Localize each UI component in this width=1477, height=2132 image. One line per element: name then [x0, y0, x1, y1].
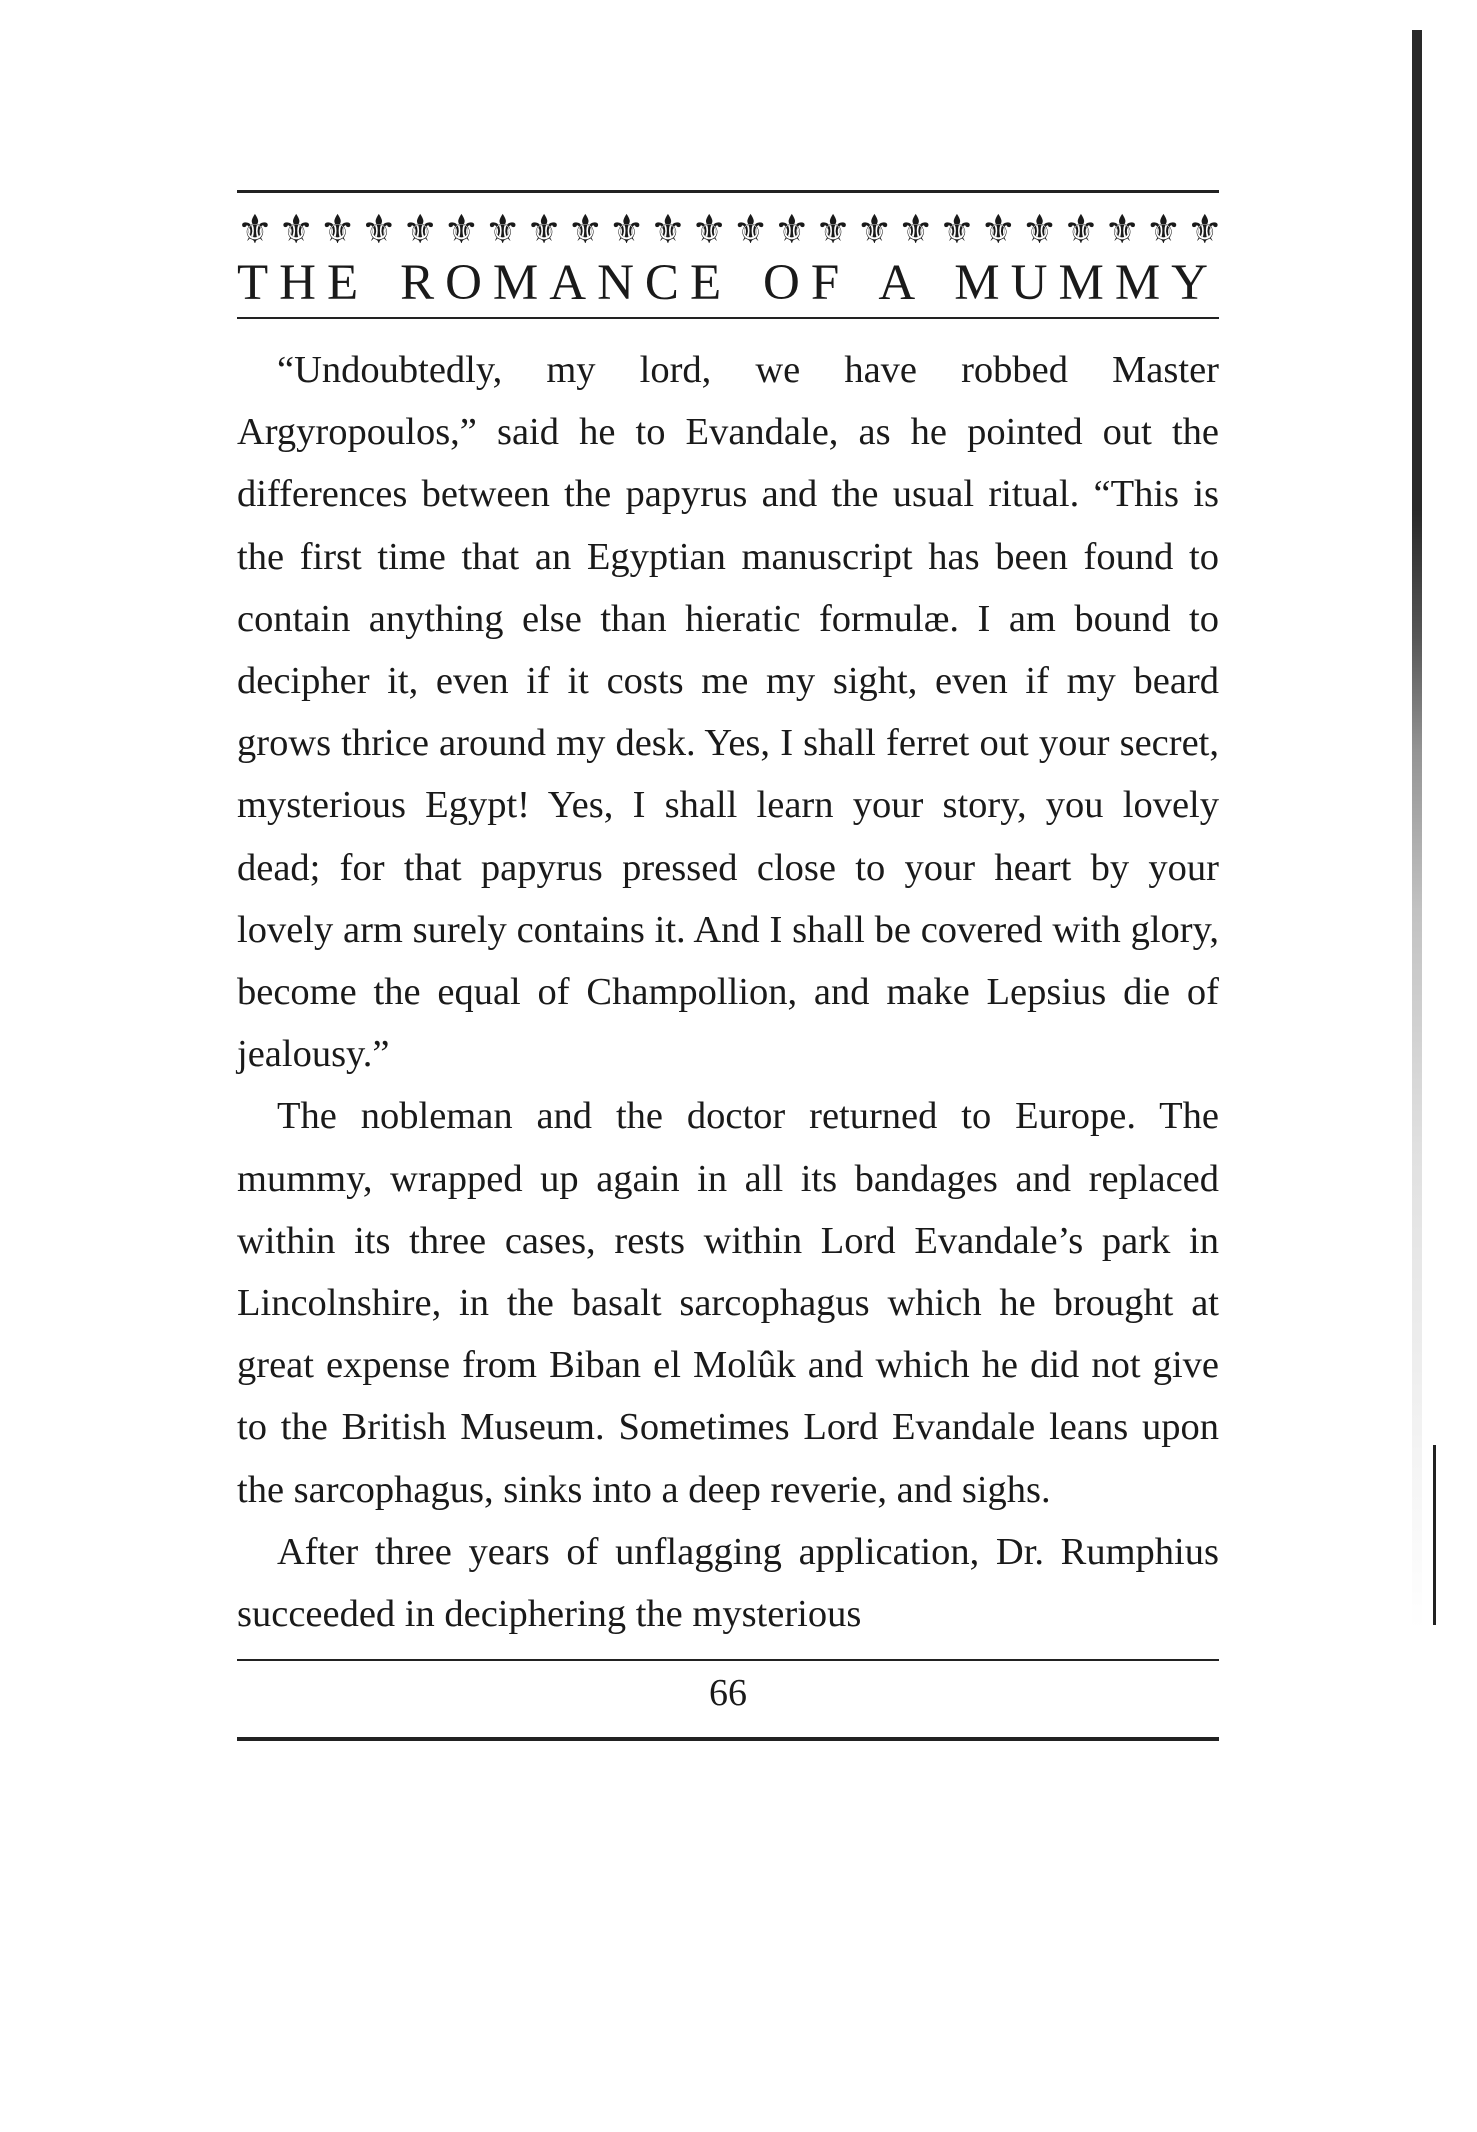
paragraph-2: The nobleman and the doctor returned to Europe. The mummy, wrapped up again in all its bandages and replaced within its three cases, rests within Lord Evandale’s park in Lincolnshire, in the basalt sarcophagus which he brought at great expense from Biban el Molûk and which he did not give to the British Museum. Sometimes Lord Evandale leans upon the sarcophagus, sinks into a deep reverie, and sighs.: [237, 1095, 1219, 1511]
fleur-de-lis-icon: ⚜: [691, 207, 728, 253]
paragraph-3: After three years of unflagging application, Dr. Rumphius succeeded in deciphering the mysterious: [237, 1530, 1219, 1636]
fleur-de-lis-icon: ⚜: [773, 207, 810, 253]
page-edge-shadow: [1412, 30, 1422, 1630]
fleur-de-lis-icon: ⚜: [278, 207, 315, 253]
top-rule: [237, 190, 1219, 193]
fleur-de-lis-icon: ⚜: [567, 207, 604, 253]
running-head-title: THE ROMANCE OF A MUMMY: [237, 255, 1219, 311]
page-number: 66: [709, 1672, 747, 1715]
fleur-de-lis-icon: ⚜: [649, 207, 686, 253]
body-text: [237, 339, 1219, 1645]
book-page: [237, 190, 1223, 1741]
fleur-de-lis-icon: ⚜: [980, 207, 1017, 253]
fleur-de-lis-icon: ⚜: [856, 207, 893, 253]
fleur-de-lis-icon: ⚜: [319, 207, 356, 253]
fleur-de-lis-icon: ⚜: [1145, 207, 1182, 253]
head-rule: [237, 317, 1219, 319]
paragraph-1: “Undoubtedly, my lord, we have robbed Master Argyropoulos,” said he to Evandale, as he pointed out the differences between the papyrus and the usual ritual. “This is the first time that an Egyptian manuscript has been found to contain anything else than hieratic formulæ. I am bound to decipher it, even if it costs me my sight, even if my beard grows thrice around my desk. Yes, I shall ferret out your secret, mysterious Egypt! Yes, I shall learn your story, you lovely dead; for that papyrus pressed close to your heart by your lovely arm surely contains it. And I shall be covered with glory, become the equal of Champollion, and make Lepsius die of jealousy.”: [237, 349, 1219, 1076]
fleur-de-lis-border: [237, 207, 1223, 253]
fleur-de-lis-icon: ⚜: [939, 207, 975, 253]
fleur-de-lis-icon: ⚜: [1186, 207, 1223, 253]
footer-rule: [237, 1659, 1219, 1661]
fleur-de-lis-icon: ⚜: [815, 207, 852, 253]
fleur-de-lis-icon: ⚜: [732, 207, 769, 253]
page-edge-mark: [1433, 1445, 1436, 1625]
fleur-de-lis-icon: ⚜: [484, 207, 521, 253]
bottom-rule: [237, 1737, 1219, 1741]
fleur-de-lis-icon: ⚜: [443, 207, 480, 253]
fleur-de-lis-icon: ⚜: [402, 207, 439, 253]
fleur-de-lis-icon: ⚜: [1062, 207, 1099, 253]
fleur-de-lis-icon: ⚜: [1104, 207, 1141, 253]
fleur-de-lis-icon: ⚜: [526, 207, 562, 253]
fleur-de-lis-icon: ⚜: [1021, 207, 1058, 253]
fleur-de-lis-icon: ⚜: [608, 207, 645, 253]
fleur-de-lis-icon: ⚜: [360, 207, 397, 253]
fleur-de-lis-icon: ⚜: [237, 207, 273, 253]
fleur-de-lis-icon: ⚜: [897, 207, 934, 253]
